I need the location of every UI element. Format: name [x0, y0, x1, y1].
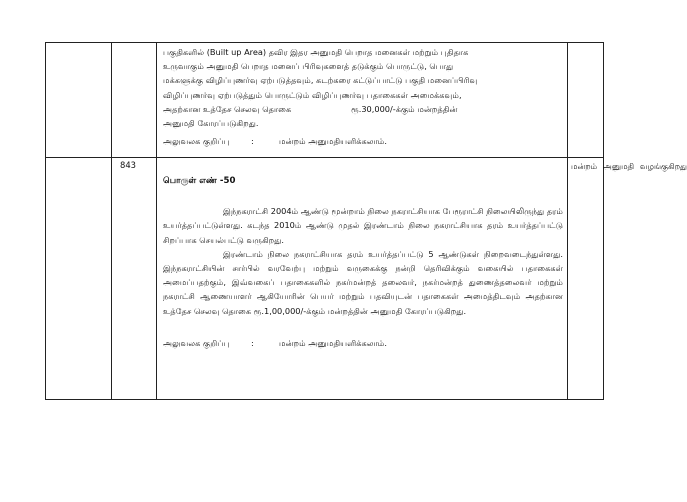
empty-cell	[46, 43, 112, 158]
serial-cell	[112, 158, 157, 400]
paragraph: இந்நகராட்சி 2004ம் ஆண்டு மூன்றாம் நிலை நகராட்சியாக பேரூராட்சி நிலையிலிருந்து தரம் உயர்த்தப்பட்டுள்ளது. கடந்த 2010ம் ஆண்டு முதல் இரண்டாம் நிலை நகராட்சியாக தரம் உயர்த்தப்பட்டு சிறப்பாக செயல்பட்டு வருகிறது.	[163, 206, 563, 245]
subject-heading: பொருள் எண் -50	[163, 176, 236, 186]
subject-text	[157, 158, 567, 350]
office-note-text: மன்றம் அனுமதியளிக்கலாம்.	[279, 136, 387, 147]
table-row	[46, 43, 604, 158]
table-row	[46, 158, 604, 400]
office-note	[163, 336, 563, 350]
subject-text	[157, 43, 567, 148]
text-line: விழிப்புணர்வு ஏற்படுத்தும் பொருட்டும் விழிப்புணர்வு பதாகைகள் அமைக்கவும்,	[163, 89, 462, 100]
serial-cell	[112, 43, 157, 158]
serial-number: 843	[120, 160, 136, 170]
text-line: உருவாகும் அனுமதி பெறாத மனைப் பிரிவுகளைத் தடுக்கும் பொருட்டு, பொது	[163, 61, 454, 72]
paragraph: இரண்டாம் நிலை நகராட்சியாக தரம் உயர்த்தப்பட்டு 5 ஆண்டுகள் நிறைவடைந்துள்ளது. இந்நகராட்சியின் சார்பில் வரவேற்பு மற்றும் வருகைக்கு நன்றி தெரிவிக்கும் வகையில் பதாகைகள் அமைப்பதற்கும், இவ்வகைப் பதாகைகளில் நகர்மன்றத் தலைவர், நகர்மன்றத் துணைத்தலைவர் மற்றும் நகராட்சி ஆணையாளர் ஆகியோரின் பெயர் மற்றும் பதவியுடன் பதாகைகள் அமைத்திடவும் அதற்கான உத்தேச செலவு தொகை ரூ.1,00,000/-க்கும் மன்றத்தின் அனுமதி கோரப்படுகிறது.	[163, 248, 563, 316]
text-line: அதற்கான உத்தேச செலவு தொகை ரூ.30,000/-க்கும் மன்றத்தின்	[163, 103, 458, 114]
text-line: பகுதிகளில் (Built up Area) தவிர இதர அனுமதி பெறாத மனைகள் மற்றும் புதிதாக	[163, 47, 469, 57]
office-note-separator: :	[251, 136, 254, 147]
decision-cell	[568, 158, 687, 400]
text-line: மக்களுக்கு விழிப்புணர்வு ஏற்படுத்தவும், கடற்கரை கட்டுப்பாட்டு பகுதி மனைப்பிரிவு	[163, 75, 478, 86]
office-note-label: அலுவலக குறிப்பு	[163, 337, 230, 348]
office-note	[163, 134, 563, 148]
council-minutes-table	[45, 42, 687, 400]
empty-cell	[46, 158, 112, 400]
council-decision: மன்றம் அனுமதி வழங்குகிறது	[571, 162, 687, 171]
text-line: அனுமதி கோரப்படுகிறது.	[163, 118, 259, 129]
office-note-separator: :	[251, 337, 254, 348]
subject-cell	[157, 158, 568, 400]
decision-cell	[568, 43, 604, 158]
subject-cell	[157, 43, 568, 158]
office-note-text: மன்றம் அனுமதியளிக்கலாம்.	[279, 337, 387, 348]
office-note-label: அலுவலக குறிப்பு	[163, 136, 230, 147]
